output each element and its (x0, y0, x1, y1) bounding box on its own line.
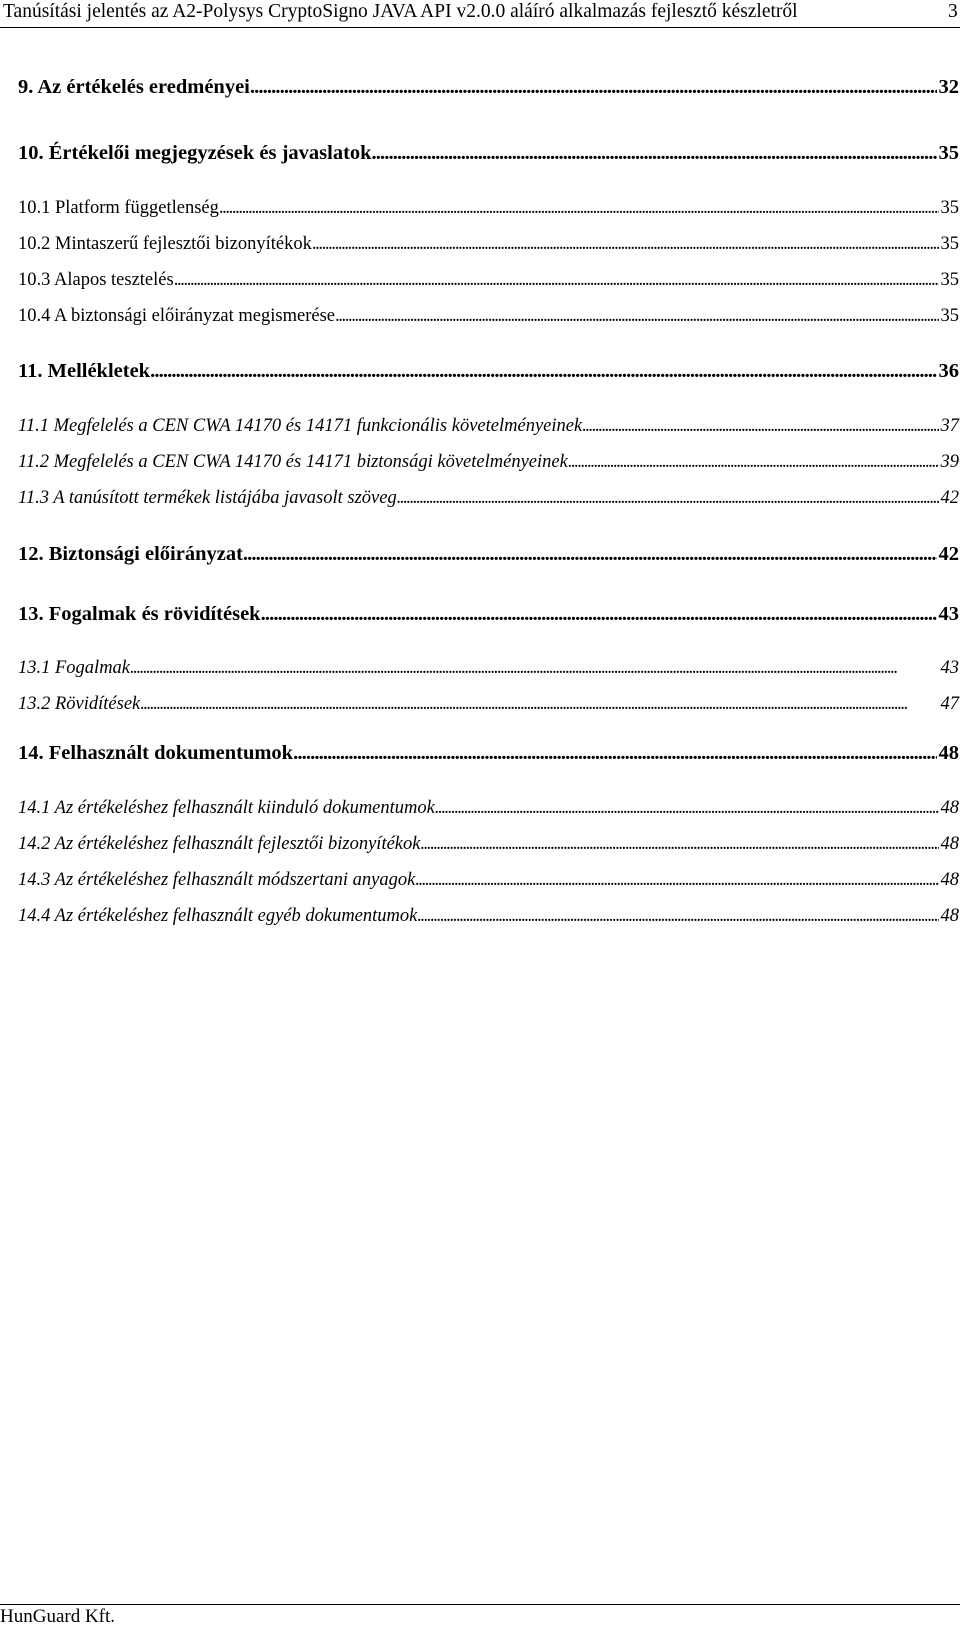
toc-leader (372, 140, 937, 166)
toc-leader (293, 740, 936, 766)
toc-entry-11-1[interactable] (18, 414, 959, 438)
toc-entry-page: 35 (938, 142, 959, 164)
toc-entry-label: 11.1 Megfelelés a CEN CWA 14170 és 14171 funkcionális követelményeinek (18, 416, 583, 436)
toc-entry-page: 48 (940, 798, 959, 818)
toc-entry-10-4[interactable] (18, 304, 959, 328)
toc-entry-14[interactable] (18, 740, 959, 766)
toc-entry-label: 13.1 Fogalmak (18, 658, 131, 678)
toc-entry-page: 35 (940, 270, 959, 290)
toc-entry-page: 48 (938, 742, 959, 764)
toc-entry-label: 14.3 Az értékeléshez felhasznált módszertani anyagok (18, 870, 416, 890)
toc-entry-label: 10.3 Alapos tesztelés (18, 270, 174, 290)
toc-leader (261, 601, 937, 627)
toc-entry-12[interactable] (18, 541, 959, 567)
toc-entry-label: 14.1 Az értékeléshez felhasznált kiinduló dokumentumok (18, 798, 435, 818)
toc-entry-page: 48 (940, 870, 959, 890)
toc-entry-page: 35 (940, 234, 959, 254)
toc-leader (250, 74, 937, 100)
toc-entry-label: 11.2 Megfelelés a CEN CWA 14170 és 14171 biztonsági követelményeinek (18, 452, 568, 472)
page-footer (0, 1604, 960, 1627)
toc-entry-10-3[interactable] (18, 268, 959, 292)
toc-entry-page: 47 (940, 694, 959, 714)
toc-entry-11-3[interactable] (18, 486, 959, 510)
toc-entry-14-1[interactable] (18, 796, 959, 820)
toc-entry-label: 13.2 Rövidítések (18, 694, 141, 714)
toc-entry-page: 43 (938, 603, 959, 625)
toc-entry-page: 35 (940, 306, 959, 326)
toc-entry-14-3[interactable] (18, 868, 959, 892)
toc-entry-13-2[interactable] (18, 692, 959, 716)
toc-entry-label: 11.3 A tanúsított termékek listájába javasolt szöveg (18, 488, 397, 508)
company-name: HunGuard Kft. (0, 1606, 116, 1627)
toc-leader (219, 196, 939, 220)
toc-leader (582, 414, 938, 438)
toc-entry-page: 32 (938, 76, 959, 98)
toc-entry-label: 10.4 A biztonsági előirányzat megismerése (18, 306, 335, 326)
toc-entry-13[interactable] (18, 601, 959, 627)
toc-entry-14-4[interactable] (18, 904, 959, 928)
toc-entry-page: 42 (940, 488, 959, 508)
toc-entry-page: 37 (940, 416, 959, 436)
toc-leader (568, 450, 939, 474)
toc-entry-11[interactable] (18, 358, 959, 384)
toc-entry-page: 48 (940, 906, 959, 926)
toc-entry-label: 10.2 Mintaszerű fejlesztői bizonyítékok (18, 234, 312, 254)
toc-leader (140, 692, 938, 716)
toc-entry-10-2[interactable] (18, 232, 959, 256)
toc-entry-page: 48 (940, 834, 959, 854)
toc-entry-9[interactable] (18, 74, 959, 100)
toc-entry-label: 14. Felhasznált dokumentumok (18, 742, 294, 764)
toc-entry-14-2[interactable] (18, 832, 959, 856)
toc-leader (417, 904, 938, 928)
document-title: Tanúsítási jelentés az A2-Polysys CryptoSigno JAVA API v2.0.0 aláíró alkalmazás fejlesztő készletről (3, 1, 798, 22)
toc-leader (130, 656, 938, 680)
footer-rule (0, 1604, 960, 1605)
toc-entry-label: 13. Fogalmak és rövidítések (18, 603, 261, 625)
toc-leader (174, 268, 939, 292)
toc-entry-10[interactable] (18, 140, 959, 166)
toc-leader (150, 358, 936, 384)
toc-entry-label: 14.2 Az értékeléshez felhasznált fejlesztői bizonyítékok (18, 834, 421, 854)
toc-entry-label: 12. Biztonsági előirányzat (18, 543, 243, 565)
page-number: 3 (948, 1, 958, 22)
toc-entry-label: 9. Az értékelés eredményei (18, 76, 250, 98)
toc-entry-page: 42 (938, 543, 959, 565)
toc-entry-label: 14.4 Az értékeléshez felhasznált egyéb dokumentumok (18, 906, 418, 926)
toc-entry-label: 10. Értékelői megjegyzések és javaslatok (18, 142, 372, 164)
toc-entry-page: 35 (940, 198, 959, 218)
toc-leader (243, 541, 937, 567)
toc-leader (312, 232, 939, 256)
header-rule (0, 27, 960, 28)
toc-entry-10-1[interactable] (18, 196, 959, 220)
toc-leader (420, 832, 938, 856)
toc-leader (435, 796, 939, 820)
toc-entry-label: 11. Mellékletek (18, 360, 151, 382)
toc-leader (397, 486, 939, 510)
toc-leader (335, 304, 939, 328)
toc-leader (415, 868, 938, 892)
toc-entry-page: 36 (938, 360, 959, 382)
toc-entry-page: 43 (940, 658, 959, 678)
page-header (0, 0, 960, 28)
toc-entry-13-1[interactable] (18, 656, 959, 680)
toc-entry-page: 39 (940, 452, 959, 472)
toc-entry-label: 10.1 Platform függetlenség (18, 198, 219, 218)
toc-entry-11-2[interactable] (18, 450, 959, 474)
